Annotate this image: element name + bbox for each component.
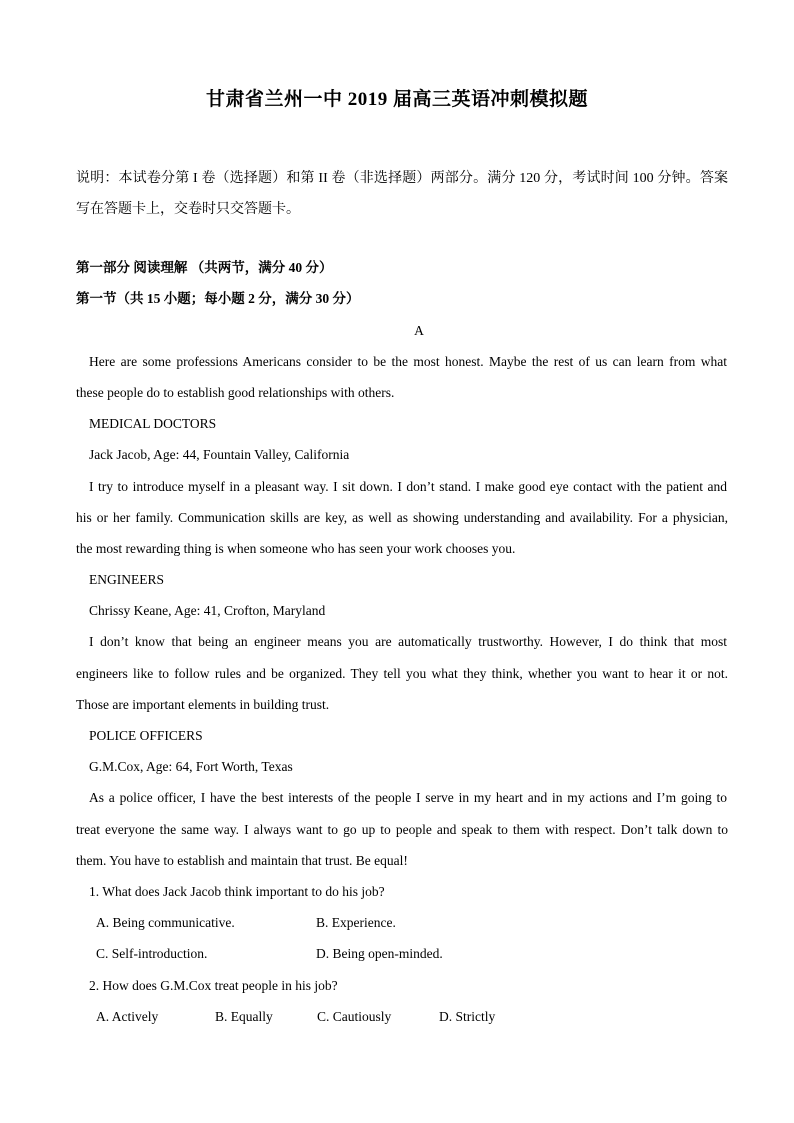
- doctor-text-line-3: the most rewarding thing is when someone who has seen your work chooses you.: [76, 541, 516, 556]
- engineer-text-line-1: I don’t know that being an engineer means you are automatically trustworthy. However, I do think that most: [89, 634, 727, 649]
- police-text-line-3: them. You have to establish and maintain that trust. Be equal!: [76, 853, 408, 868]
- engineer-text-line-2: engineers like to follow rules and be organized. They tell you what they think, whether you want to hear it or not.: [76, 666, 728, 681]
- exam-instructions: 说明：本试卷分第 I 卷（选择题）和第 II 卷（非选择题）两部分。满分 120 分，考试时间 100 分钟。答案写在答题卡上，交卷时只交答题卡。: [76, 171, 728, 217]
- option-c: C. Cautiously: [317, 1009, 392, 1024]
- police-text-line-2: treat everyone the same way. I always want to go up to people and speak to them with respect. Don’t talk down to: [76, 822, 728, 837]
- option-d: D. Strictly: [439, 1009, 496, 1024]
- option-d: D. Being open-minded.: [316, 946, 443, 961]
- page-title: 甘肃省兰州一中 2019 届高三英语冲刺模拟题: [205, 89, 588, 110]
- question-stem: 1. What does Jack Jacob think important to do his job?: [89, 884, 385, 899]
- police-text-line-1: As a police officer, I have the best interests of the people I serve in my heart and in my actions and I’m going to: [89, 790, 727, 805]
- person-info-police: G.M.Cox, Age: 64, Fort Worth, Texas: [89, 759, 293, 774]
- option-b: B. Equally: [215, 1009, 273, 1024]
- person-info-engineer: Chrissy Keane, Age: 41, Crofton, Maryland: [89, 603, 326, 618]
- question-stem: 2. How does G.M.Cox treat people in his job?: [89, 978, 338, 993]
- person-info-doctor: Jack Jacob, Age: 44, Fountain Valley, California: [89, 447, 350, 462]
- intro-line-2: these people do to establish good relationships with others.: [76, 385, 395, 400]
- section-heading-engineers: ENGINEERS: [89, 572, 164, 587]
- section-heading-police: POLICE OFFICERS: [89, 728, 203, 743]
- intro-line-1: Here are some professions Americans consider to be the most honest. Maybe the rest of us can learn from what: [89, 354, 727, 369]
- option-b: B. Experience.: [316, 915, 396, 930]
- part-heading: 第一部分 阅读理解 （共两节，满分 40 分）: [76, 260, 333, 275]
- doctor-text-line-1: I try to introduce myself in a pleasant way. I sit down. I don’t stand. I make good eye contact with the patient and: [89, 479, 727, 494]
- doctor-text-line-2: his or her family. Communication skills are key, as well as showing understanding and availability. For a physician,: [76, 510, 728, 525]
- section-heading: 第一节（共 15 小题；每小题 2 分，满分 30 分）: [76, 291, 360, 306]
- option-a: A. Being communicative.: [96, 915, 235, 930]
- section-heading-doctors: MEDICAL DOCTORS: [89, 416, 217, 431]
- option-a: A. Actively: [96, 1009, 159, 1024]
- engineer-text-line-3: Those are important elements in building trust.: [76, 697, 330, 712]
- option-c: C. Self-introduction.: [96, 946, 208, 961]
- passage-label: A: [414, 323, 424, 338]
